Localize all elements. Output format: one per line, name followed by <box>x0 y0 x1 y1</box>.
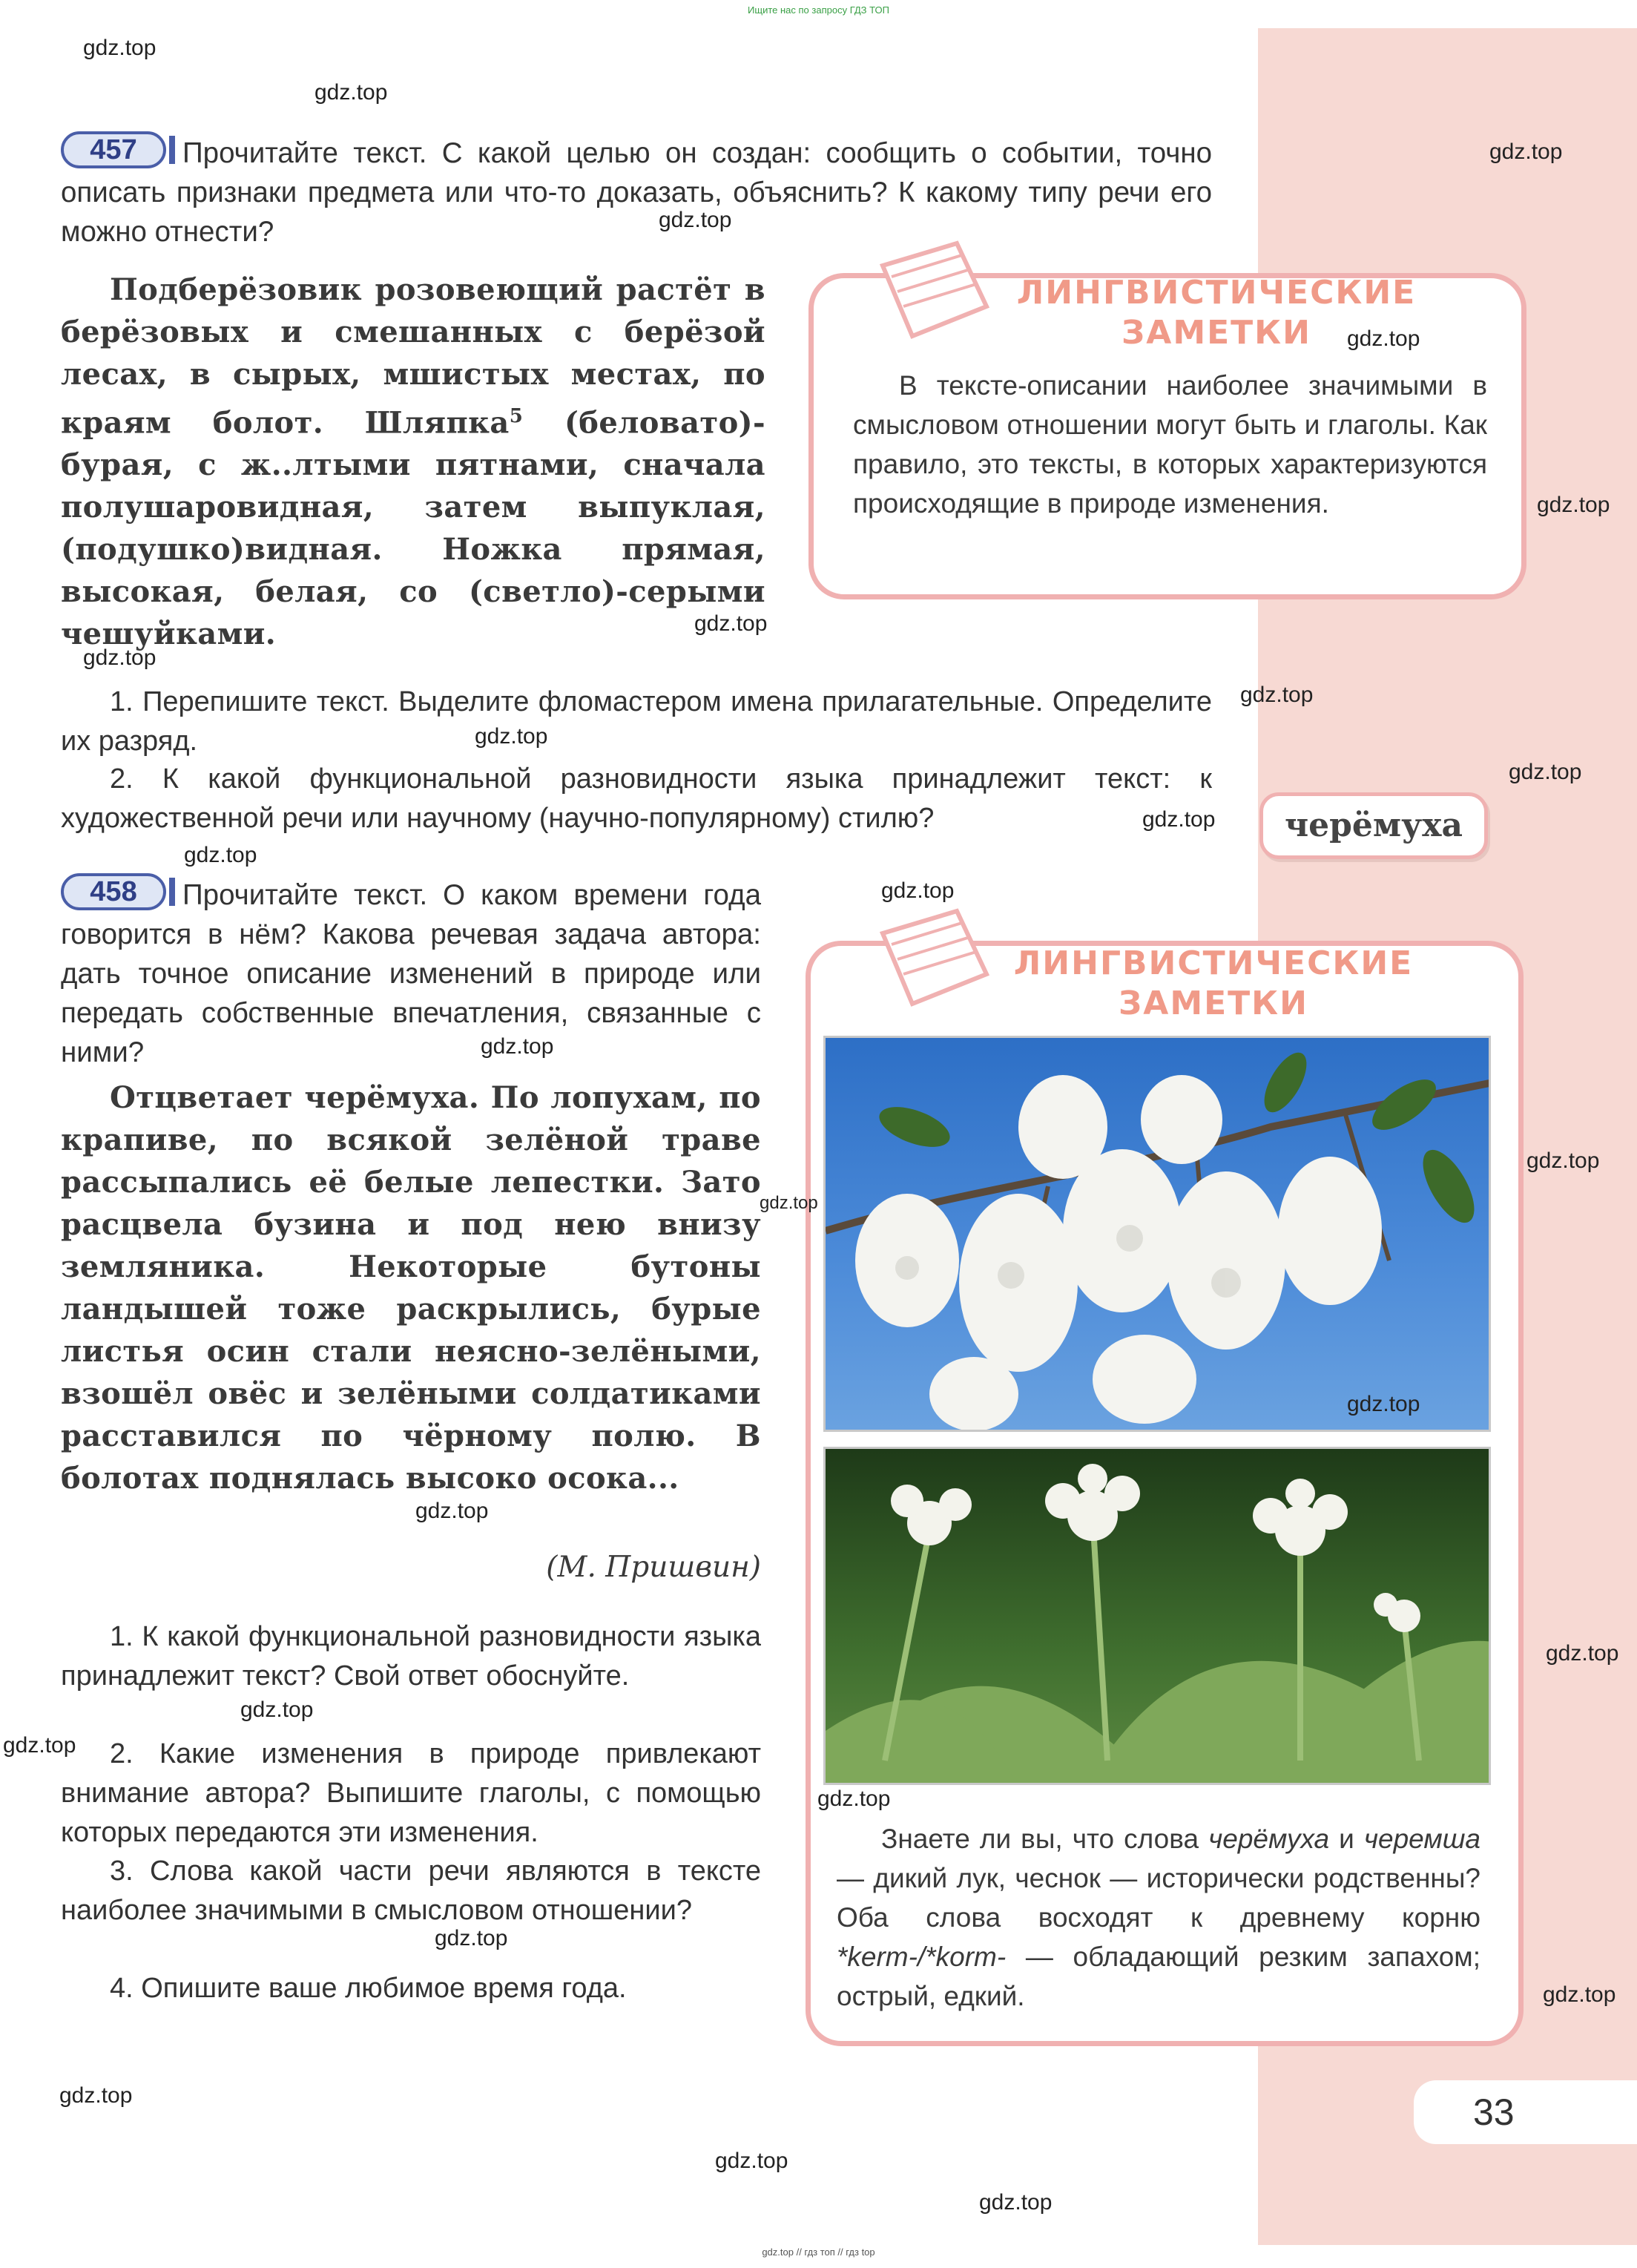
photo-bird-cherry <box>823 1036 1491 1432</box>
note-2-title <box>976 944 1451 1024</box>
watermark: gdz.top <box>1509 760 1582 784</box>
exercise-457-task-2-text: 2. К какой функциональной разновидности языка принадлежит текст: к художественной речи или научному (научно-популярному) стилю? <box>61 763 1212 834</box>
bottom-note: gdz.top // гдз топ // гдз top <box>762 2246 875 2258</box>
exercise-458-task-4 <box>61 1969 761 2008</box>
exercise-458-text-body: Отцветает черёмуха. По лопухам, по крапиве, по всякой зелёной траве рассыпались её белые лепестки. Зато расцвела бузина и под нею внизу земляника. Некоторые бутоны ландышей тоже раскрылись, бурые листья осин стали неясно-зелёными, взошёл овёс и зелёными солдатиками расставился по чёрному полю. В болотах поднялась высоко осока... <box>61 1080 761 1496</box>
exercise-458-task-2-text: 2. Какие изменения в природе привлекают внимание автора? Выпишите глаголы, с помощью которых передаются эти изменения. <box>61 1738 761 1848</box>
exercise-457-task-2 <box>61 760 1212 838</box>
word-cheremsha: черемша <box>1363 1824 1480 1854</box>
watermark: gdz.top <box>83 645 157 670</box>
exercise-458-task-3-text: 3. Слова какой части речи являются в тексте наиболее значимыми в смысловом отношении? <box>61 1856 761 1926</box>
exercise-458-question <box>61 875 761 1072</box>
footnote-mark: 5 <box>509 405 524 427</box>
exercise-457-task-1 <box>61 683 1212 761</box>
exercise-458-task-2 <box>61 1735 761 1853</box>
note-1-text <box>853 366 1487 523</box>
watermark: gdz.top <box>475 724 548 749</box>
note-1-text-body: В тексте-описании наиболее значимыми в смысловом отношении могут быть и глаголы. Как правило, это тексты, в которых характеризуются происходящие в природе изменения. <box>853 370 1487 519</box>
page-number: 33 <box>1414 2080 1637 2144</box>
watermark: gdz.top <box>659 208 732 232</box>
note-2-text-middle: — дикий лук, чеснок — исторически родственны? Оба слова восходят к древнему корню <box>837 1863 1480 1933</box>
watermark: gdz.top <box>3 1733 76 1758</box>
watermark: gdz.top <box>715 2149 788 2173</box>
word-badge-cheryomukha: черёмуха <box>1259 792 1488 859</box>
watermark: gdz.top <box>1526 1148 1600 1173</box>
note-1-title-line-2: ЗАМЕТКИ <box>1121 314 1311 352</box>
exercise-number-457: 457 <box>61 131 166 168</box>
photo-wild-garlic <box>823 1447 1491 1785</box>
watermark: gdz.top <box>1347 326 1420 351</box>
quote-author: (М. Пришвин) <box>546 1551 761 1584</box>
exercise-457-task-1-text: 1. Перепишите текст. Выделите фломастером имена прилагательные. Определите их разряд. <box>61 686 1212 757</box>
exercise-457-text-main: Подберёзовик розовеющий растёт в берёзовых и смешанных с берёзой лесах, в сырых, мшистых местах, по краям болот. Шляпка <box>61 272 765 441</box>
watermark: gdz.top <box>184 843 257 867</box>
word-cheryomukha: черёмуха <box>1208 1824 1330 1854</box>
notebook-icon <box>875 236 994 347</box>
watermark: gdz.top <box>415 1499 489 1523</box>
watermark: gdz.top <box>694 611 768 636</box>
watermark: gdz.top <box>240 1697 314 1722</box>
watermark: gdz.top <box>1537 493 1610 517</box>
watermark: gdz.top <box>817 1787 891 1811</box>
note-2-text-end: — обладающий резким запахом; острый, едкий. <box>837 1942 1480 2011</box>
watermark: gdz.top <box>1543 1982 1616 2007</box>
note-2-text-start: Знаете ли вы, что слова <box>881 1824 1209 1854</box>
exercise-457-question <box>61 134 1212 252</box>
exercise-458-question-text: Прочитайте текст. О каком времени года говорится в нём? Какова речевая задача автора: дать точное описание изменений в природе или передать собственные впечатления, связанные с ними? <box>61 879 761 1068</box>
note-1-title-line-1: ЛИНГВИСТИЧЕСКИЕ <box>1016 274 1417 312</box>
watermark: gdz.top <box>481 1034 554 1059</box>
note-2-title-line-1: ЛИНГВИСТИЧЕСКИЕ <box>1013 944 1414 982</box>
exercise-458-task-1 <box>61 1617 761 1696</box>
note-2-text-and: и <box>1329 1824 1364 1854</box>
watermark: gdz.top <box>1142 807 1216 832</box>
watermark: gdz.top <box>881 878 955 903</box>
exercise-457-question-text: Прочитайте текст. С какой целью он создан: сообщить о событии, точно описать признаки предмета или что-то доказать, объяснить? К какому типу речи его можно отнести? <box>61 137 1212 248</box>
watermark: gdz.top <box>1489 139 1563 164</box>
exercise-458-task-4-text: 4. Опишите ваше любимое время года. <box>110 1973 627 2004</box>
watermark: gdz.top <box>83 36 157 60</box>
note-2-title-line-2: ЗАМЕТКИ <box>1119 985 1308 1022</box>
exercise-458-task-3 <box>61 1852 761 1930</box>
exercise-457-text-rest: (беловато)-бурая, с ж..лтыми пятнами, сначала полушаровидная, затем выпуклая, (подушко)видная. Ножка прямая, высокая, белая, со (светло)-серыми чешуйками. <box>61 405 765 652</box>
watermark: gdz.top <box>1240 683 1314 707</box>
exercise-458-text <box>61 1077 761 1499</box>
watermark: gdz.top <box>59 2083 133 2108</box>
word-root: *kerm-/*korm- <box>837 1942 1007 1972</box>
watermark: gdz.top <box>1546 1641 1619 1666</box>
top-note: Ищите нас по запросу ГДЗ ТОП <box>748 4 889 16</box>
watermark: gdz.top <box>1347 1392 1420 1416</box>
exercise-457-text <box>61 269 768 655</box>
note-2-text <box>837 1819 1480 2016</box>
watermark: gdz.top <box>314 80 388 105</box>
exercise-458-task-1-text: 1. К какой функциональной разновидности языка принадлежит текст? Свой ответ обоснуйте. <box>61 1621 761 1692</box>
watermark: gdz.top <box>979 2190 1053 2215</box>
watermark: gdz.top <box>760 1193 818 1213</box>
exercise-number-458: 458 <box>61 873 166 910</box>
watermark: gdz.top <box>435 1926 508 1950</box>
